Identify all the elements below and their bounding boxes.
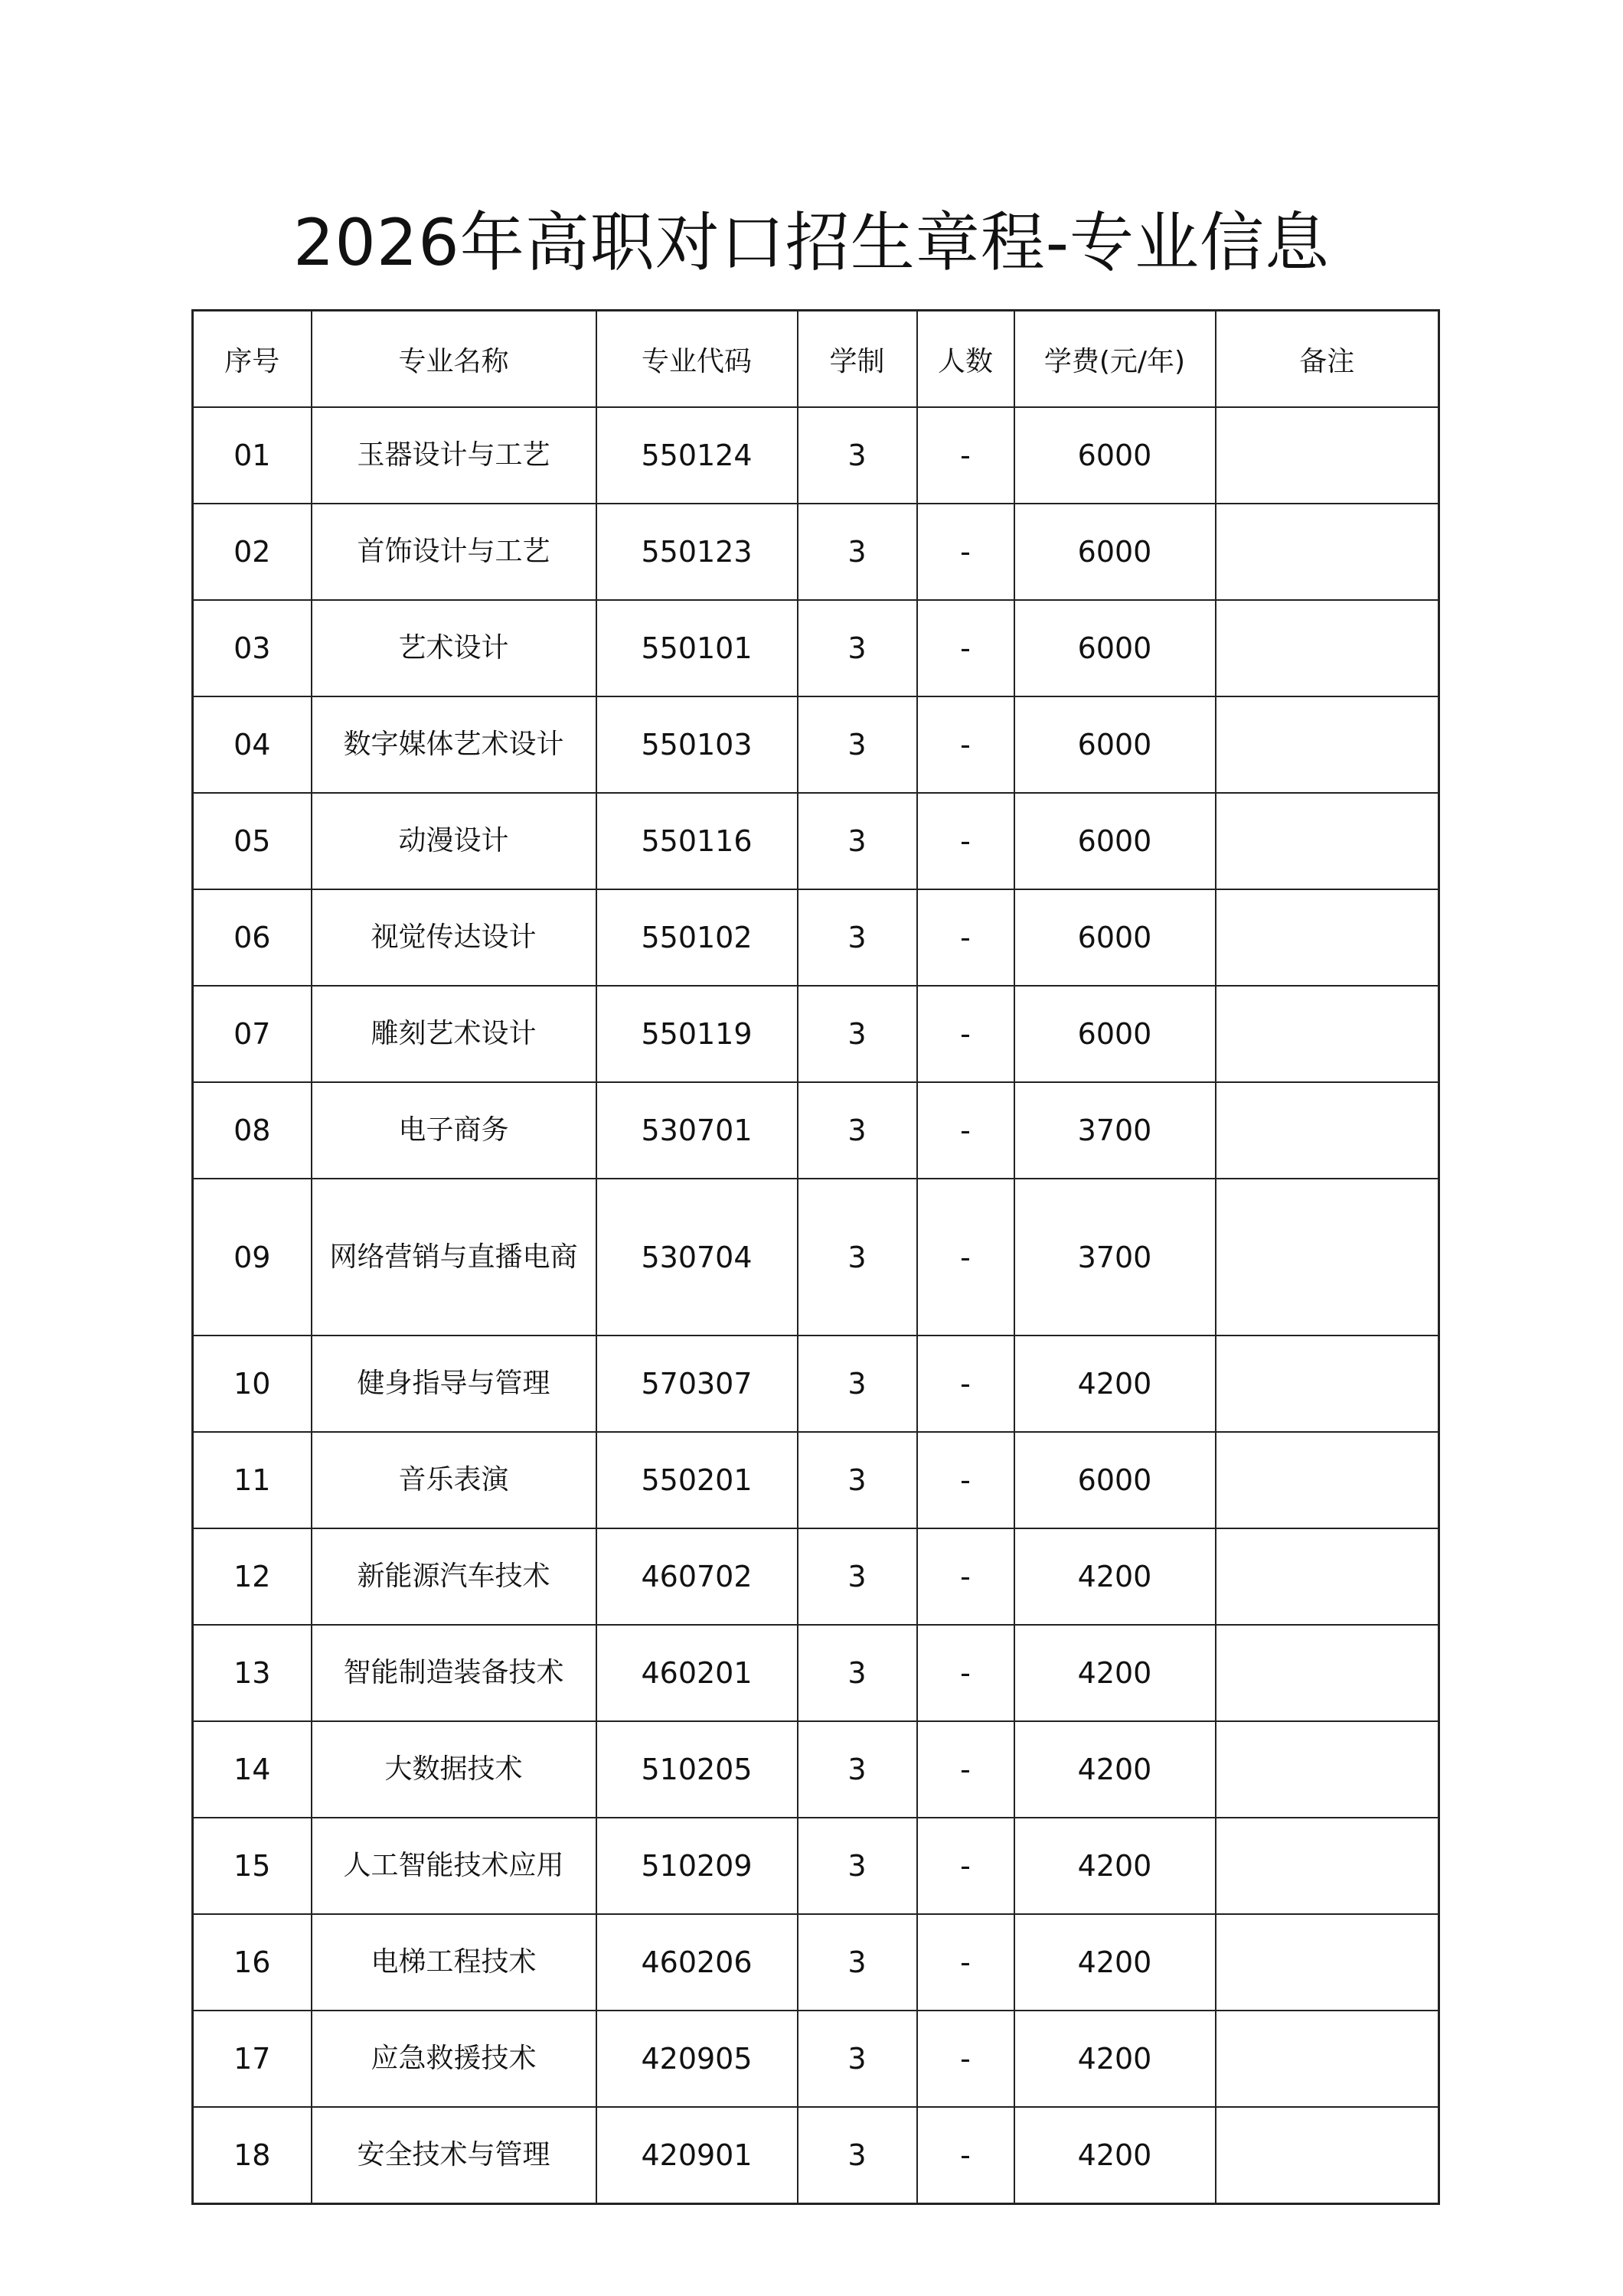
cell-major-code: 550102 — [596, 889, 798, 986]
cell-remarks — [1216, 407, 1439, 504]
cell-count: - — [917, 407, 1014, 504]
cell-major-name: 视觉传达设计 — [312, 889, 596, 986]
cell-remarks — [1216, 1336, 1439, 1432]
header-major-code: 专业代码 — [596, 311, 798, 408]
cell-major-code: 460206 — [596, 1914, 798, 2011]
cell-major-name: 网络营销与直播电商 — [312, 1179, 596, 1336]
table-row — [193, 2011, 1439, 2107]
cell-remarks — [1216, 1432, 1439, 1528]
cell-major-code: 530704 — [596, 1179, 798, 1336]
cell-remarks — [1216, 1721, 1439, 1818]
cell-tuition: 4200 — [1014, 1818, 1216, 1914]
cell-no: 09 — [193, 1179, 312, 1336]
cell-duration: 3 — [798, 2107, 917, 2204]
cell-duration: 3 — [798, 793, 917, 889]
cell-major-name: 大数据技术 — [312, 1721, 596, 1818]
header-no: 序号 — [193, 311, 312, 408]
cell-duration: 3 — [798, 600, 917, 696]
cell-tuition: 4200 — [1014, 1625, 1216, 1721]
cell-major-name: 动漫设计 — [312, 793, 596, 889]
cell-major-code: 550123 — [596, 504, 798, 600]
cell-major-name: 首饰设计与工艺 — [312, 504, 596, 600]
cell-major-name: 电梯工程技术 — [312, 1914, 596, 2011]
table-row — [193, 407, 1439, 504]
cell-tuition: 6000 — [1014, 600, 1216, 696]
cell-remarks — [1216, 889, 1439, 986]
cell-major-name: 艺术设计 — [312, 600, 596, 696]
cell-tuition: 4200 — [1014, 1336, 1216, 1432]
cell-no: 18 — [193, 2107, 312, 2204]
cell-count: - — [917, 986, 1014, 1082]
cell-tuition: 6000 — [1014, 696, 1216, 793]
cell-no: 03 — [193, 600, 312, 696]
cell-remarks — [1216, 986, 1439, 1082]
cell-no: 12 — [193, 1528, 312, 1625]
cell-tuition: 6000 — [1014, 504, 1216, 600]
cell-no: 06 — [193, 889, 312, 986]
cell-count: - — [917, 793, 1014, 889]
cell-count: - — [917, 696, 1014, 793]
cell-count: - — [917, 1336, 1014, 1432]
cell-count: - — [917, 1432, 1014, 1528]
cell-major-name: 安全技术与管理 — [312, 2107, 596, 2204]
cell-no: 15 — [193, 1818, 312, 1914]
cell-duration: 3 — [798, 1082, 917, 1179]
cell-major-name: 雕刻艺术设计 — [312, 986, 596, 1082]
major-info-table — [191, 309, 1440, 2205]
cell-major-code: 550116 — [596, 793, 798, 889]
cell-count: - — [917, 600, 1014, 696]
cell-count: - — [917, 1721, 1014, 1818]
table-row — [193, 1818, 1439, 1914]
cell-duration: 3 — [798, 2011, 917, 2107]
cell-major-name: 人工智能技术应用 — [312, 1818, 596, 1914]
cell-duration: 3 — [798, 1336, 917, 1432]
cell-remarks — [1216, 2107, 1439, 2204]
cell-count: - — [917, 1082, 1014, 1179]
cell-major-code: 420901 — [596, 2107, 798, 2204]
cell-tuition: 6000 — [1014, 407, 1216, 504]
cell-major-name: 音乐表演 — [312, 1432, 596, 1528]
header-remarks: 备注 — [1216, 311, 1439, 408]
cell-major-name: 电子商务 — [312, 1082, 596, 1179]
cell-remarks — [1216, 1082, 1439, 1179]
cell-major-code: 460702 — [596, 1528, 798, 1625]
table-header-row — [193, 311, 1439, 408]
cell-major-code: 570307 — [596, 1336, 798, 1432]
page-title: 2026年高职对口招生章程-专业信息 — [292, 205, 1331, 280]
cell-remarks — [1216, 1625, 1439, 1721]
cell-remarks — [1216, 1818, 1439, 1914]
table-row — [193, 1336, 1439, 1432]
cell-count: - — [917, 1818, 1014, 1914]
table-row — [193, 600, 1439, 696]
cell-duration: 3 — [798, 1721, 917, 1818]
cell-tuition: 6000 — [1014, 986, 1216, 1082]
header-count: 人数 — [917, 311, 1014, 408]
cell-count: - — [917, 889, 1014, 986]
cell-tuition: 4200 — [1014, 1914, 1216, 2011]
cell-major-code: 510205 — [596, 1721, 798, 1818]
cell-duration: 3 — [798, 889, 917, 986]
cell-duration: 3 — [798, 504, 917, 600]
table-row — [193, 986, 1439, 1082]
cell-major-code: 550124 — [596, 407, 798, 504]
cell-major-name: 玉器设计与工艺 — [312, 407, 596, 504]
cell-no: 10 — [193, 1336, 312, 1432]
cell-remarks — [1216, 696, 1439, 793]
table-row — [193, 1625, 1439, 1721]
cell-major-code: 420905 — [596, 2011, 798, 2107]
cell-no: 13 — [193, 1625, 312, 1721]
header-major-name: 专业名称 — [312, 311, 596, 408]
cell-count: - — [917, 1625, 1014, 1721]
cell-no: 02 — [193, 504, 312, 600]
cell-duration: 3 — [798, 1818, 917, 1914]
cell-major-name: 数字媒体艺术设计 — [312, 696, 596, 793]
table-row — [193, 793, 1439, 889]
cell-count: - — [917, 2011, 1014, 2107]
cell-no: 11 — [193, 1432, 312, 1528]
cell-remarks — [1216, 1179, 1439, 1336]
cell-count: - — [917, 2107, 1014, 2204]
cell-major-code: 550101 — [596, 600, 798, 696]
cell-tuition: 4200 — [1014, 1721, 1216, 1818]
cell-tuition: 3700 — [1014, 1179, 1216, 1336]
cell-remarks — [1216, 504, 1439, 600]
major-table-container — [191, 309, 1438, 2205]
cell-major-code: 530701 — [596, 1082, 798, 1179]
cell-major-code: 550119 — [596, 986, 798, 1082]
cell-duration: 3 — [798, 986, 917, 1082]
cell-tuition: 4200 — [1014, 2107, 1216, 2204]
cell-no: 16 — [193, 1914, 312, 2011]
table-row — [193, 1179, 1439, 1336]
cell-duration: 3 — [798, 1625, 917, 1721]
cell-tuition: 3700 — [1014, 1082, 1216, 1179]
cell-count: - — [917, 504, 1014, 600]
cell-remarks — [1216, 2011, 1439, 2107]
cell-tuition: 6000 — [1014, 793, 1216, 889]
cell-count: - — [917, 1914, 1014, 2011]
cell-tuition: 4200 — [1014, 2011, 1216, 2107]
cell-no: 17 — [193, 2011, 312, 2107]
cell-major-name: 健身指导与管理 — [312, 1336, 596, 1432]
cell-tuition: 6000 — [1014, 889, 1216, 986]
cell-tuition: 4200 — [1014, 1528, 1216, 1625]
cell-duration: 3 — [798, 1179, 917, 1336]
table-row — [193, 1914, 1439, 2011]
cell-major-code: 460201 — [596, 1625, 798, 1721]
table-row — [193, 1528, 1439, 1625]
cell-major-name: 智能制造装备技术 — [312, 1625, 596, 1721]
cell-remarks — [1216, 1914, 1439, 2011]
table-row — [193, 2107, 1439, 2204]
cell-no: 05 — [193, 793, 312, 889]
cell-no: 01 — [193, 407, 312, 504]
cell-major-name: 应急救援技术 — [312, 2011, 596, 2107]
cell-duration: 3 — [798, 407, 917, 504]
cell-major-code: 510209 — [596, 1818, 798, 1914]
table-row — [193, 1432, 1439, 1528]
cell-no: 07 — [193, 986, 312, 1082]
cell-tuition: 6000 — [1014, 1432, 1216, 1528]
cell-remarks — [1216, 793, 1439, 889]
header-tuition: 学费(元/年) — [1014, 311, 1216, 408]
cell-duration: 3 — [798, 1914, 917, 2011]
table-row — [193, 696, 1439, 793]
cell-major-name: 新能源汽车技术 — [312, 1528, 596, 1625]
cell-major-code: 550201 — [596, 1432, 798, 1528]
cell-no: 14 — [193, 1721, 312, 1818]
cell-remarks — [1216, 600, 1439, 696]
cell-no: 08 — [193, 1082, 312, 1179]
cell-count: - — [917, 1528, 1014, 1625]
cell-duration: 3 — [798, 1432, 917, 1528]
cell-remarks — [1216, 1528, 1439, 1625]
header-duration: 学制 — [798, 311, 917, 408]
table-row — [193, 504, 1439, 600]
cell-duration: 3 — [798, 696, 917, 793]
table-row — [193, 1721, 1439, 1818]
cell-duration: 3 — [798, 1528, 917, 1625]
cell-major-code: 550103 — [596, 696, 798, 793]
table-row — [193, 1082, 1439, 1179]
table-row — [193, 889, 1439, 986]
cell-count: - — [917, 1179, 1014, 1336]
cell-no: 04 — [193, 696, 312, 793]
